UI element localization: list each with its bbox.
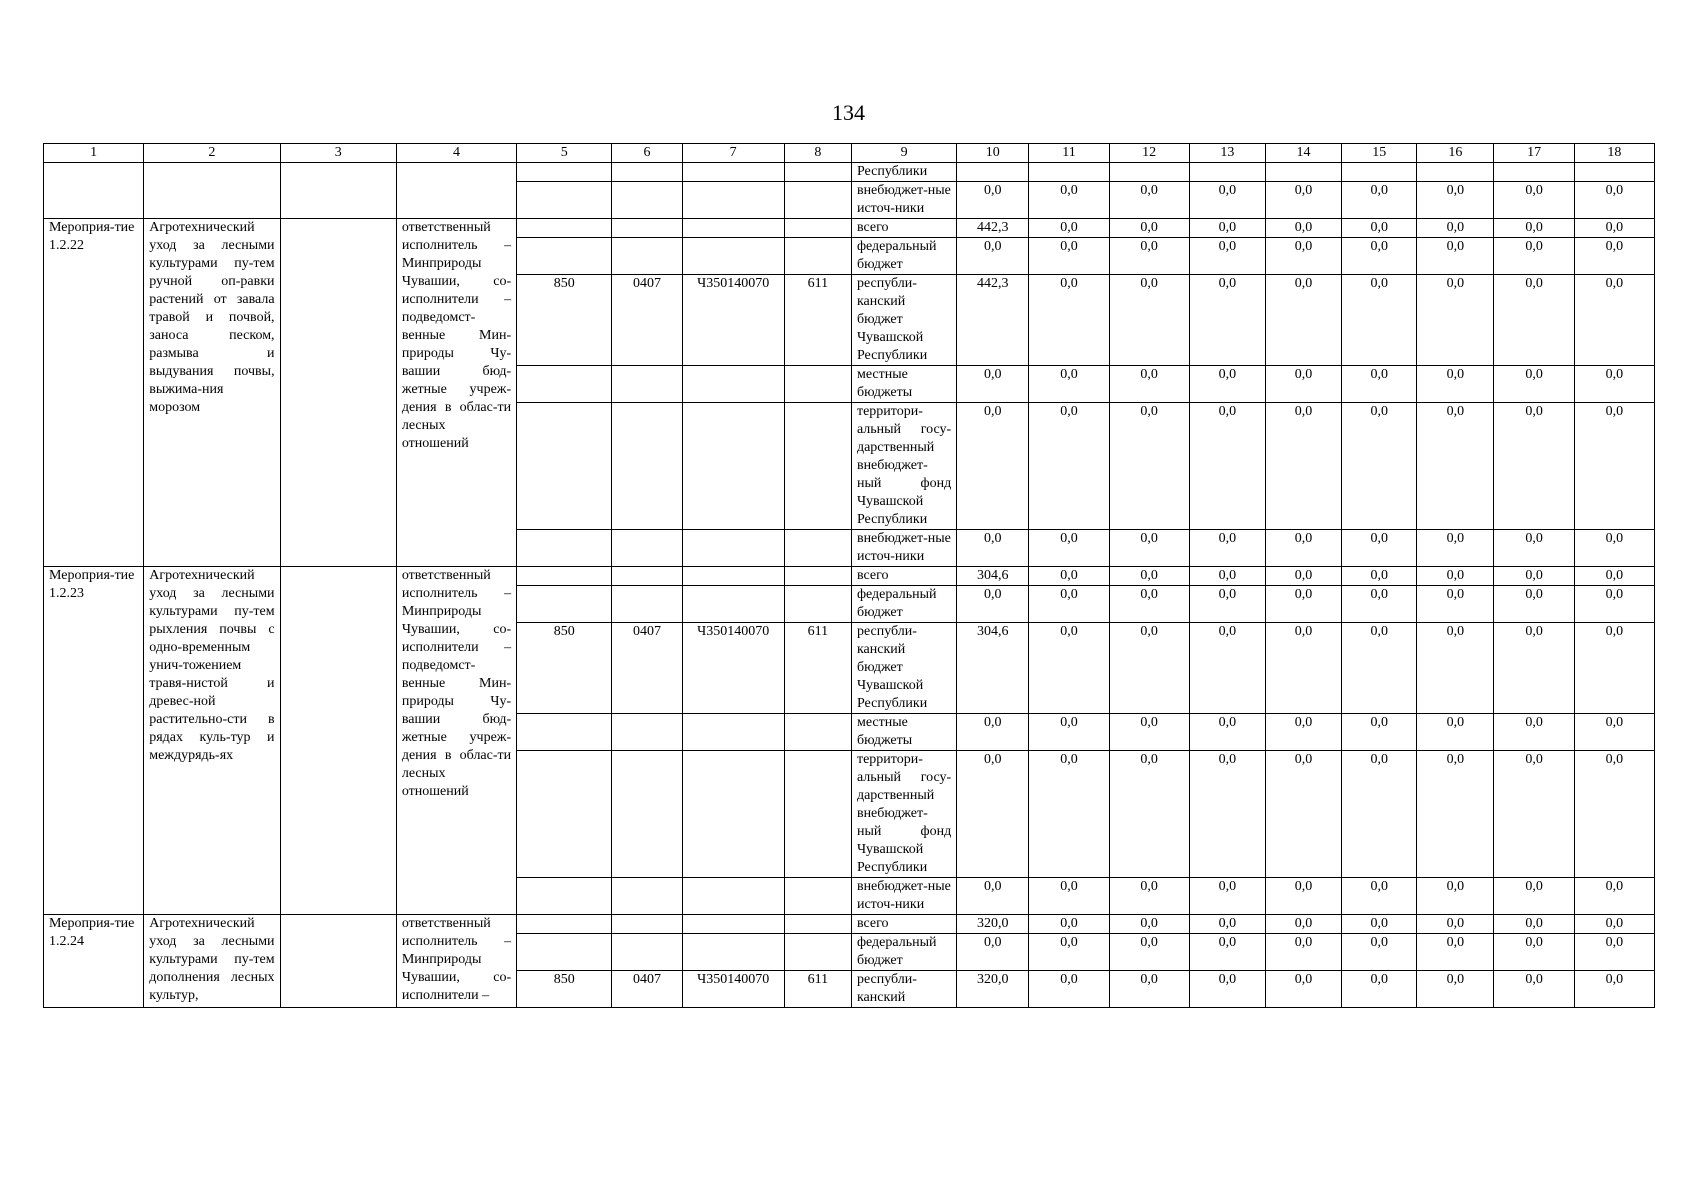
value-cell-11: 0,0 [1029, 623, 1109, 714]
value-cell-14: 0,0 [1265, 623, 1341, 714]
value-cell-18: 0,0 [1574, 934, 1654, 971]
value-cell-11: 0,0 [1029, 182, 1109, 219]
value-cell-10: 304,6 [957, 623, 1029, 714]
value-cell-12 [1109, 163, 1189, 182]
expense-type-code: 611 [784, 275, 851, 366]
value-cell-16: 0,0 [1417, 915, 1494, 934]
value-cell-15: 0,0 [1342, 275, 1417, 366]
value-cell-14 [1265, 163, 1341, 182]
code-cell [612, 163, 682, 182]
value-cell-15: 0,0 [1342, 971, 1417, 1008]
measure-col3 [280, 219, 396, 567]
grbs-code [517, 403, 612, 530]
funding-source: всего [851, 567, 956, 586]
value-cell-11: 0,0 [1029, 567, 1109, 586]
value-cell-12: 0,0 [1109, 238, 1189, 275]
value-cell-18: 0,0 [1574, 915, 1654, 934]
target-article-code [682, 751, 784, 878]
grbs-code [517, 366, 612, 403]
section-code [612, 915, 682, 934]
column-header-5: 5 [517, 144, 612, 163]
value-cell-15: 0,0 [1342, 366, 1417, 403]
value-cell-14: 0,0 [1265, 275, 1341, 366]
target-article-code [682, 567, 784, 586]
value-cell-16: 0,0 [1417, 623, 1494, 714]
measure-row [44, 567, 1655, 586]
value-cell-14: 0,0 [1265, 403, 1341, 530]
value-cell-18: 0,0 [1574, 878, 1654, 915]
value-cell-11 [1029, 163, 1109, 182]
value-cell-18 [1574, 163, 1654, 182]
value-cell-10 [957, 163, 1029, 182]
measure-row [44, 219, 1655, 238]
value-cell-14: 0,0 [1265, 714, 1341, 751]
value-cell-16: 0,0 [1417, 182, 1494, 219]
value-cell-17: 0,0 [1494, 182, 1574, 219]
section-code [612, 934, 682, 971]
value-cell-11: 0,0 [1029, 366, 1109, 403]
measure-executor: ответственный исполнитель – Минприроды Чувашии, со-исполнители – подведомст-венные Мин-природы Чу-вашии бюд-жетные учреж-дения в облас-ти лесных отношений [396, 219, 516, 567]
value-cell-16: 0,0 [1417, 403, 1494, 530]
section-code [612, 366, 682, 403]
funding-source: всего [851, 915, 956, 934]
section-code [612, 586, 682, 623]
value-cell-16: 0,0 [1417, 971, 1494, 1008]
funding-source: внебюджет-ные источ-ники [851, 530, 956, 567]
grbs-code: 850 [517, 275, 612, 366]
code-cell [682, 182, 784, 219]
value-cell-10: 442,3 [957, 275, 1029, 366]
value-cell-14: 0,0 [1265, 878, 1341, 915]
funding-source: федеральный бюджет [851, 586, 956, 623]
column-header-3: 3 [280, 144, 396, 163]
measure-col3 [280, 915, 396, 1008]
value-cell-14: 0,0 [1265, 567, 1341, 586]
measure-name: Агротехнический уход за лесными культурами пу-тем рыхления почвы с одно-временным унич-тожением травя-нистой и древес-ной растительно-сти в рядах куль-тур и междурядь-ях [144, 567, 280, 915]
expense-type-code [784, 530, 851, 567]
carry-col4 [396, 163, 516, 219]
value-cell-18: 0,0 [1574, 567, 1654, 586]
value-cell-13: 0,0 [1189, 714, 1265, 751]
value-cell-16: 0,0 [1417, 366, 1494, 403]
value-cell-16: 0,0 [1417, 878, 1494, 915]
value-cell-15: 0,0 [1342, 714, 1417, 751]
value-cell-10: 0,0 [957, 878, 1029, 915]
value-cell-15 [1342, 163, 1417, 182]
value-cell-13 [1189, 163, 1265, 182]
value-cell-10: 0,0 [957, 530, 1029, 567]
section-code [612, 567, 682, 586]
value-cell-13: 0,0 [1189, 219, 1265, 238]
target-article-code: Ч350140070 [682, 971, 784, 1008]
value-cell-15: 0,0 [1342, 623, 1417, 714]
column-header-6: 6 [612, 144, 682, 163]
value-cell-10: 442,3 [957, 219, 1029, 238]
value-cell-10: 320,0 [957, 915, 1029, 934]
column-header-18: 18 [1574, 144, 1654, 163]
value-cell-12: 0,0 [1109, 971, 1189, 1008]
value-cell-12: 0,0 [1109, 182, 1189, 219]
measure-id: Мероприя-тие 1.2.23 [44, 567, 144, 915]
value-cell-10: 0,0 [957, 586, 1029, 623]
value-cell-13: 0,0 [1189, 878, 1265, 915]
value-cell-11: 0,0 [1029, 751, 1109, 878]
funding-source: республи-канский [851, 971, 956, 1008]
value-cell-11: 0,0 [1029, 403, 1109, 530]
value-cell-10: 0,0 [957, 934, 1029, 971]
section-code: 0407 [612, 971, 682, 1008]
funding-source: местные бюджеты [851, 714, 956, 751]
column-header-7: 7 [682, 144, 784, 163]
code-cell [682, 163, 784, 182]
value-cell-12: 0,0 [1109, 567, 1189, 586]
column-header-4: 4 [396, 144, 516, 163]
grbs-code [517, 751, 612, 878]
value-cell-17: 0,0 [1494, 971, 1574, 1008]
code-cell [517, 163, 612, 182]
measure-row [44, 915, 1655, 934]
carry-col3 [280, 163, 396, 219]
value-cell-13: 0,0 [1189, 275, 1265, 366]
value-cell-15: 0,0 [1342, 915, 1417, 934]
value-cell-12: 0,0 [1109, 366, 1189, 403]
value-cell-14: 0,0 [1265, 934, 1341, 971]
grbs-code [517, 219, 612, 238]
target-article-code [682, 934, 784, 971]
column-header-2: 2 [144, 144, 280, 163]
column-header-15: 15 [1342, 144, 1417, 163]
target-article-code: Ч350140070 [682, 623, 784, 714]
value-cell-11: 0,0 [1029, 238, 1109, 275]
value-cell-17: 0,0 [1494, 934, 1574, 971]
column-header-11: 11 [1029, 144, 1109, 163]
value-cell-16: 0,0 [1417, 530, 1494, 567]
value-cell-17: 0,0 [1494, 530, 1574, 567]
measure-name: Агротехнический уход за лесными культурами пу-тем ручной оп-равки растений от завала травой и почвой, заноса песком, размыва и выдувания почвы, выжима-ния морозом [144, 219, 280, 567]
funding-source: Республики [851, 163, 956, 182]
column-header-8: 8 [784, 144, 851, 163]
value-cell-12: 0,0 [1109, 934, 1189, 971]
measure-id: Мероприя-тие 1.2.24 [44, 915, 144, 1008]
target-article-code: Ч350140070 [682, 275, 784, 366]
value-cell-18: 0,0 [1574, 586, 1654, 623]
value-cell-13: 0,0 [1189, 623, 1265, 714]
value-cell-10: 0,0 [957, 751, 1029, 878]
value-cell-15: 0,0 [1342, 586, 1417, 623]
target-article-code [682, 238, 784, 275]
value-cell-12: 0,0 [1109, 623, 1189, 714]
value-cell-12: 0,0 [1109, 751, 1189, 878]
value-cell-12: 0,0 [1109, 878, 1189, 915]
value-cell-17: 0,0 [1494, 219, 1574, 238]
value-cell-13: 0,0 [1189, 530, 1265, 567]
value-cell-12: 0,0 [1109, 219, 1189, 238]
value-cell-14: 0,0 [1265, 586, 1341, 623]
value-cell-15: 0,0 [1342, 934, 1417, 971]
value-cell-17: 0,0 [1494, 366, 1574, 403]
section-code [612, 878, 682, 915]
value-cell-14: 0,0 [1265, 915, 1341, 934]
value-cell-17: 0,0 [1494, 714, 1574, 751]
value-cell-11: 0,0 [1029, 275, 1109, 366]
expense-type-code [784, 915, 851, 934]
expense-type-code [784, 586, 851, 623]
funding-source: местные бюджеты [851, 366, 956, 403]
value-cell-11: 0,0 [1029, 714, 1109, 751]
value-cell-18: 0,0 [1574, 714, 1654, 751]
funding-source: республи-канский бюджет Чувашской Республики [851, 623, 956, 714]
value-cell-11: 0,0 [1029, 219, 1109, 238]
value-cell-10: 0,0 [957, 182, 1029, 219]
expense-type-code [784, 366, 851, 403]
measure-executor: ответственный исполнитель – Минприроды Чувашии, со-исполнители – подведомст-венные Мин-природы Чу-вашии бюд-жетные учреж-дения в облас-ти лесных отношений [396, 567, 516, 915]
expense-type-code: 611 [784, 971, 851, 1008]
funding-source: федеральный бюджет [851, 238, 956, 275]
value-cell-13: 0,0 [1189, 915, 1265, 934]
target-article-code [682, 366, 784, 403]
value-cell-17: 0,0 [1494, 238, 1574, 275]
table-body [44, 163, 1655, 1008]
grbs-code [517, 530, 612, 567]
value-cell-16: 0,0 [1417, 714, 1494, 751]
budget-table [43, 143, 1655, 1008]
value-cell-10: 0,0 [957, 714, 1029, 751]
grbs-code: 850 [517, 971, 612, 1008]
expense-type-code [784, 403, 851, 530]
column-header-13: 13 [1189, 144, 1265, 163]
code-cell [784, 163, 851, 182]
funding-source: федеральный бюджет [851, 934, 956, 971]
grbs-code [517, 238, 612, 275]
grbs-code [517, 714, 612, 751]
measure-executor: ответственный исполнитель – Минприроды Чувашии, со-исполнители – [396, 915, 516, 1008]
value-cell-18: 0,0 [1574, 238, 1654, 275]
funding-source: внебюджет-ные источ-ники [851, 182, 956, 219]
expense-type-code [784, 878, 851, 915]
grbs-code [517, 934, 612, 971]
value-cell-16: 0,0 [1417, 275, 1494, 366]
value-cell-13: 0,0 [1189, 751, 1265, 878]
value-cell-11: 0,0 [1029, 915, 1109, 934]
target-article-code [682, 403, 784, 530]
column-header-1: 1 [44, 144, 144, 163]
funding-source: внебюджет-ные источ-ники [851, 878, 956, 915]
value-cell-15: 0,0 [1342, 219, 1417, 238]
column-header-12: 12 [1109, 144, 1189, 163]
value-cell-16 [1417, 163, 1494, 182]
expense-type-code [784, 751, 851, 878]
header-row [44, 144, 1655, 163]
value-cell-17: 0,0 [1494, 878, 1574, 915]
value-cell-17: 0,0 [1494, 915, 1574, 934]
value-cell-18: 0,0 [1574, 219, 1654, 238]
value-cell-12: 0,0 [1109, 915, 1189, 934]
value-cell-14: 0,0 [1265, 219, 1341, 238]
expense-type-code [784, 219, 851, 238]
section-code [612, 530, 682, 567]
funding-source: территори-альный госу-дарственный внебюджет-ный фонд Чувашской Республики [851, 403, 956, 530]
value-cell-13: 0,0 [1189, 586, 1265, 623]
expense-type-code [784, 934, 851, 971]
value-cell-10: 0,0 [957, 403, 1029, 530]
carry-col2 [144, 163, 280, 219]
value-cell-18: 0,0 [1574, 971, 1654, 1008]
value-cell-17: 0,0 [1494, 275, 1574, 366]
value-cell-10: 304,6 [957, 567, 1029, 586]
value-cell-12: 0,0 [1109, 530, 1189, 567]
measure-name: Агротехнический уход за лесными культурами пу-тем дополнения лесных культур, [144, 915, 280, 1008]
measure-col3 [280, 567, 396, 915]
value-cell-12: 0,0 [1109, 586, 1189, 623]
value-cell-16: 0,0 [1417, 934, 1494, 971]
value-cell-13: 0,0 [1189, 366, 1265, 403]
section-code [612, 403, 682, 530]
value-cell-11: 0,0 [1029, 586, 1109, 623]
section-code [612, 219, 682, 238]
funding-source: республи-канский бюджет Чувашской Республики [851, 275, 956, 366]
section-code [612, 751, 682, 878]
value-cell-16: 0,0 [1417, 586, 1494, 623]
funding-source: всего [851, 219, 956, 238]
value-cell-15: 0,0 [1342, 878, 1417, 915]
value-cell-18: 0,0 [1574, 366, 1654, 403]
expense-type-code: 611 [784, 623, 851, 714]
value-cell-10: 320,0 [957, 971, 1029, 1008]
column-header-9: 9 [851, 144, 956, 163]
value-cell-10: 0,0 [957, 366, 1029, 403]
value-cell-18: 0,0 [1574, 623, 1654, 714]
section-code [612, 238, 682, 275]
carry-col1 [44, 163, 144, 219]
value-cell-18: 0,0 [1574, 751, 1654, 878]
expense-type-code [784, 238, 851, 275]
value-cell-11: 0,0 [1029, 934, 1109, 971]
value-cell-15: 0,0 [1342, 751, 1417, 878]
section-code: 0407 [612, 623, 682, 714]
expense-type-code [784, 714, 851, 751]
grbs-code [517, 878, 612, 915]
value-cell-18: 0,0 [1574, 530, 1654, 567]
target-article-code [682, 586, 784, 623]
value-cell-13: 0,0 [1189, 238, 1265, 275]
grbs-code: 850 [517, 623, 612, 714]
value-cell-17: 0,0 [1494, 567, 1574, 586]
code-cell [612, 182, 682, 219]
section-code [612, 714, 682, 751]
column-header-14: 14 [1265, 144, 1341, 163]
code-cell [517, 182, 612, 219]
value-cell-18: 0,0 [1574, 403, 1654, 530]
value-cell-15: 0,0 [1342, 403, 1417, 530]
target-article-code [682, 219, 784, 238]
page-number: 134 [832, 100, 865, 125]
grbs-code [517, 586, 612, 623]
value-cell-17 [1494, 163, 1574, 182]
section-code: 0407 [612, 275, 682, 366]
value-cell-15: 0,0 [1342, 530, 1417, 567]
value-cell-16: 0,0 [1417, 219, 1494, 238]
value-cell-13: 0,0 [1189, 934, 1265, 971]
value-cell-18: 0,0 [1574, 275, 1654, 366]
value-cell-15: 0,0 [1342, 238, 1417, 275]
value-cell-14: 0,0 [1265, 366, 1341, 403]
value-cell-12: 0,0 [1109, 714, 1189, 751]
value-cell-17: 0,0 [1494, 586, 1574, 623]
value-cell-11: 0,0 [1029, 530, 1109, 567]
value-cell-12: 0,0 [1109, 403, 1189, 530]
value-cell-14: 0,0 [1265, 182, 1341, 219]
value-cell-13: 0,0 [1189, 567, 1265, 586]
value-cell-13: 0,0 [1189, 403, 1265, 530]
value-cell-13: 0,0 [1189, 182, 1265, 219]
value-cell-11: 0,0 [1029, 878, 1109, 915]
value-cell-14: 0,0 [1265, 530, 1341, 567]
funding-source: территори-альный госу-дарственный внебюджет-ный фонд Чувашской Республики [851, 751, 956, 878]
value-cell-14: 0,0 [1265, 751, 1341, 878]
value-cell-14: 0,0 [1265, 238, 1341, 275]
value-cell-13: 0,0 [1189, 971, 1265, 1008]
carry-row [44, 163, 1655, 182]
value-cell-15: 0,0 [1342, 182, 1417, 219]
target-article-code [682, 714, 784, 751]
value-cell-11: 0,0 [1029, 971, 1109, 1008]
value-cell-15: 0,0 [1342, 567, 1417, 586]
target-article-code [682, 530, 784, 567]
measure-id: Мероприя-тие 1.2.22 [44, 219, 144, 567]
value-cell-10: 0,0 [957, 238, 1029, 275]
grbs-code [517, 915, 612, 934]
column-header-10: 10 [957, 144, 1029, 163]
column-header-17: 17 [1494, 144, 1574, 163]
value-cell-17: 0,0 [1494, 403, 1574, 530]
grbs-code [517, 567, 612, 586]
value-cell-18: 0,0 [1574, 182, 1654, 219]
value-cell-14: 0,0 [1265, 971, 1341, 1008]
target-article-code [682, 915, 784, 934]
value-cell-16: 0,0 [1417, 751, 1494, 878]
value-cell-12: 0,0 [1109, 275, 1189, 366]
value-cell-16: 0,0 [1417, 238, 1494, 275]
value-cell-17: 0,0 [1494, 623, 1574, 714]
code-cell [784, 182, 851, 219]
target-article-code [682, 878, 784, 915]
expense-type-code [784, 567, 851, 586]
column-header-16: 16 [1417, 144, 1494, 163]
value-cell-17: 0,0 [1494, 751, 1574, 878]
value-cell-16: 0,0 [1417, 567, 1494, 586]
